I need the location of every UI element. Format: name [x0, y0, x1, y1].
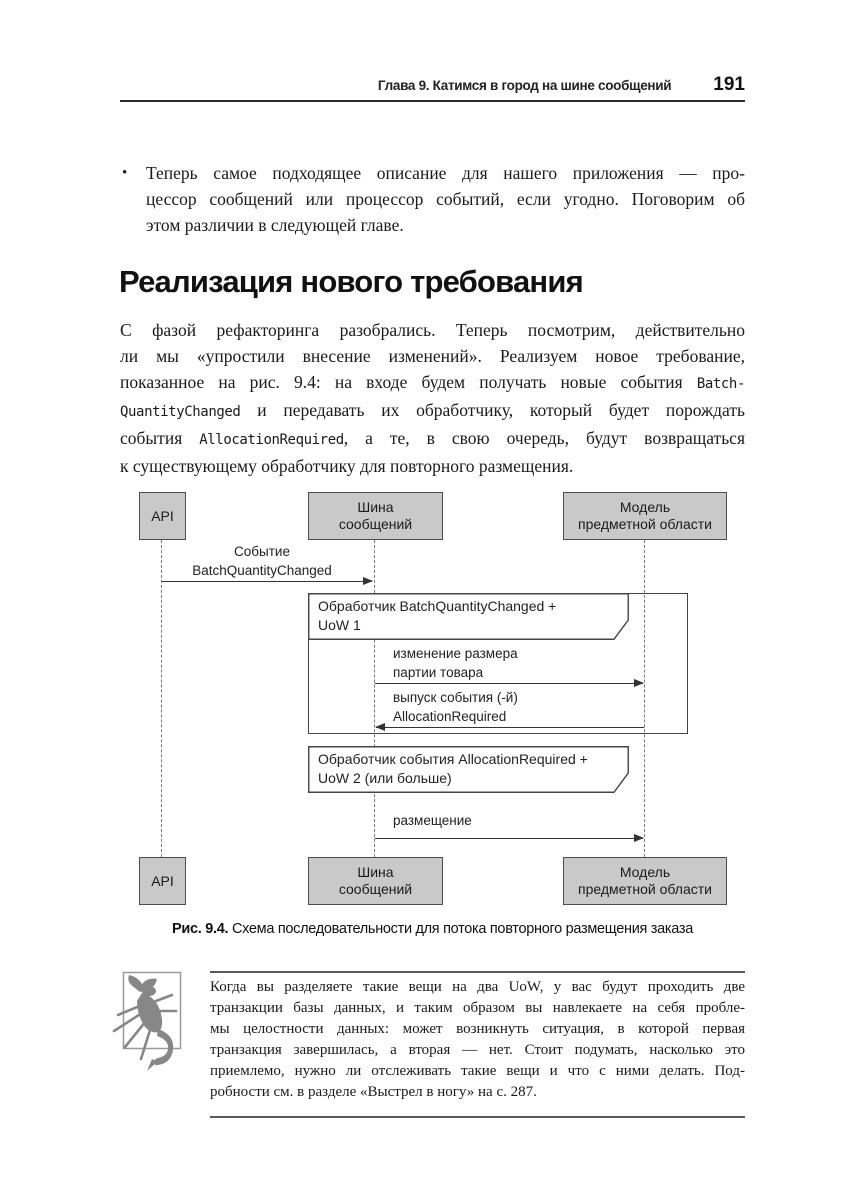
message-label: изменение размера партии товара: [393, 646, 518, 680]
bullet-line: этом различии в следующей главе.: [146, 215, 404, 235]
bullet-item: [120, 160, 745, 238]
arrowhead-right-icon: [363, 577, 373, 585]
message-label: размещение: [393, 813, 472, 828]
note-line: приемлемо, нужно ли отслеживать такие вещи и что с ними делать. Под-: [210, 1062, 745, 1079]
paragraph-line: показанное на рис. 9.4: на входе будем получать новые события Batch-: [120, 372, 745, 392]
bullet-line: цессор сообщений или процессор событий, если угодно. Поговорим об: [146, 189, 745, 209]
handler-note-2: Обработчик события AllocationRequired + UoW 2 (или больше): [308, 746, 629, 793]
arrowhead-left-icon: [375, 723, 385, 731]
note-line: транзакции базы данных, и таким образом вы навлекаете на себя пробле-: [210, 999, 745, 1016]
message-label: выпуск события (-й) AllocationRequired: [393, 690, 518, 724]
paragraph-line: С фазой рефакторинга разобрались. Теперь посмотрим, действительно: [120, 320, 745, 340]
message-label: Событие BatchQuantityChanged: [192, 544, 332, 578]
actor-model-top: Модель предметной области: [563, 492, 727, 540]
paragraph-line: к существующему обработчику для повторного размещения.: [120, 456, 574, 476]
figure-caption-text: Схема последовательности для потока повторного размещения заказа: [228, 921, 693, 937]
section-heading: Реализация нового требования: [119, 264, 583, 299]
note-line: транзакция завершилась, а вторая — нет. Стоит подумать, насколько это: [210, 1041, 745, 1058]
paragraph-line: QuantityChanged и передавать их обработчику, который будет порождать: [120, 400, 745, 420]
scorpion-icon: [105, 966, 195, 1076]
inline-code: QuantityChanged: [120, 404, 241, 420]
note-line: мы целостности данных: может возникнуть ситуация, в которой первая: [210, 1020, 745, 1037]
bullet-marker: •: [122, 165, 128, 181]
arrowhead-right-icon: [634, 679, 644, 687]
paragraph-line: ли мы «упростили внесение изменений». Реализуем новое требование,: [120, 346, 745, 366]
lifeline-api: [161, 540, 162, 857]
note-line: Когда вы разделяете такие вещи на два UoW, у вас будут проходить две: [210, 979, 745, 995]
message-arrow: [375, 838, 643, 839]
actor-model-bottom: Модель предметной области: [563, 857, 727, 905]
message-arrow: [375, 683, 643, 684]
note-rule-bottom: [210, 1116, 745, 1118]
note-line: робности см. в разделе «Выстрел в ногу» на с. 287.: [210, 1083, 537, 1100]
header-rule: [120, 100, 745, 102]
message-arrow: [162, 581, 372, 582]
figure-number: Рис. 9.4.: [172, 921, 229, 937]
warning-note-text: [210, 977, 745, 1102]
inline-code: Batch-: [696, 376, 745, 392]
arrowhead-right-icon: [634, 834, 644, 842]
note-rule-top: [210, 971, 745, 973]
body-paragraph: [120, 317, 745, 479]
actor-api-bottom: API: [139, 857, 186, 905]
inline-code: AllocationRequired: [199, 432, 344, 448]
actor-bus-bottom: Шина сообщений: [308, 857, 443, 905]
chapter-title: Глава 9. Катимся в город на шине сообщений: [377, 78, 672, 93]
bullet-line: Теперь самое подходящее описание для нашего приложения — про-: [146, 163, 745, 183]
actor-bus-top: Шина сообщений: [308, 492, 443, 540]
sequence-diagram: [0, 485, 849, 910]
paragraph-line: события AllocationRequired, а те, в свою очередь, будут возвращаться: [120, 428, 745, 448]
actor-api-top: API: [139, 492, 186, 540]
message-arrow: [376, 727, 644, 728]
page-number: 191: [713, 74, 745, 95]
handler-note-1: Обработчик BatchQuantityChanged + UoW 1: [308, 593, 629, 640]
running-head: [120, 74, 745, 96]
figure-caption: [120, 921, 745, 937]
